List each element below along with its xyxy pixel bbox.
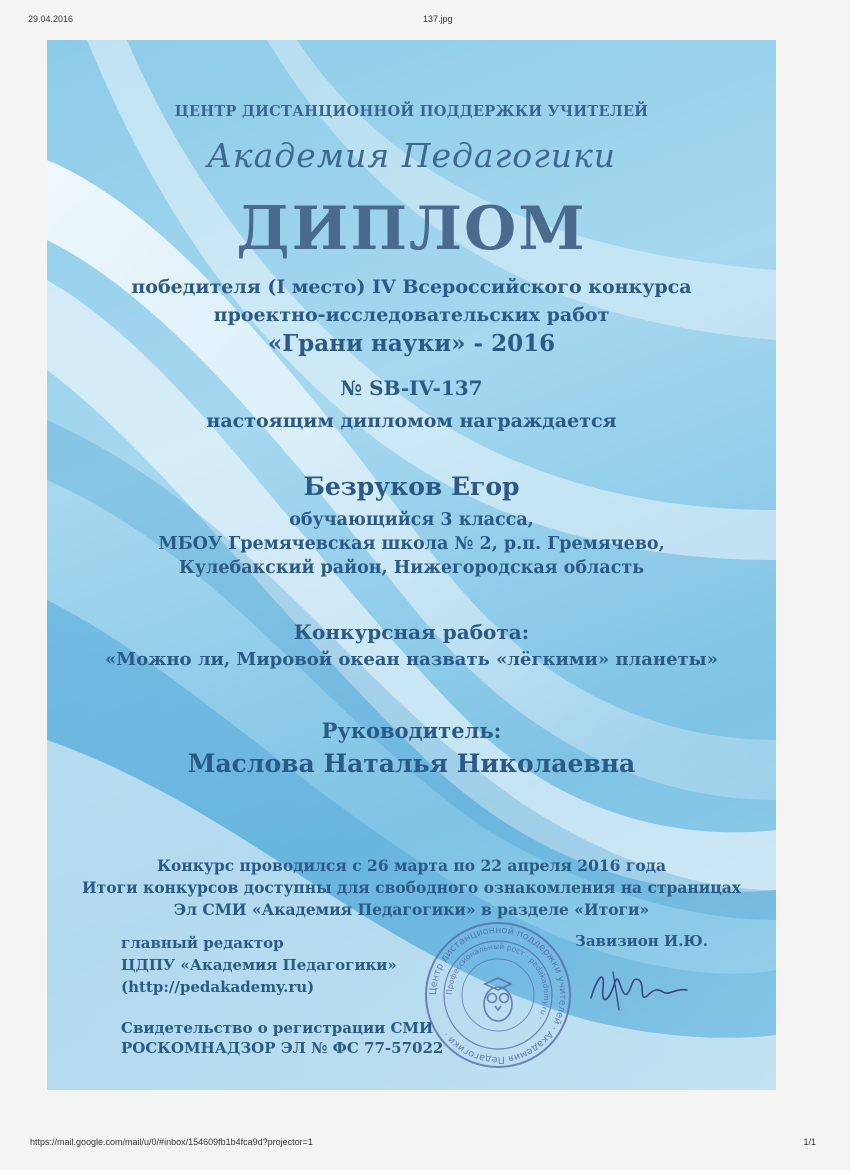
diploma-title: ДИПЛОМ [236,194,587,264]
results-info-1: Итоги конкурсов доступны для свободного ознакомления на страницах [82,878,741,897]
diploma-content [47,40,776,1090]
organization-name: ЦЕНТР ДИСТАНЦИОННОЙ ПОДДЕРЖКИ УЧИТЕЛЕЙ [174,103,649,120]
supervisor-name: Маслова Наталья Николаевна [187,749,636,778]
print-url: https://mail.google.com/mail/u/0/#inbox/154609fb1b4fca9d?projector=1 [30,1137,313,1147]
recipient-details-3: Кулебакский район, Нижегородская область [178,558,645,578]
brand-name: Академия Педагогики [206,136,617,175]
print-date: 29.04.2016 [28,14,74,24]
work-title: «Можно ли, Мировой океан назвать «лёгкими» планеты» [105,649,718,670]
subtitle-line-1: победителя (I место) IV Всероссийского конкурса [131,276,692,298]
registration-line-2: РОСКОМНАДЗОР ЭЛ № ФС 77-57022 [121,1039,444,1057]
editor-org: ЦДПУ «Академия Педагогики» [121,956,397,974]
registration-line-1: Свидетельство о регистрации СМИ [121,1019,434,1037]
diploma-certificate [47,40,776,1090]
diploma-number: № SB-IV-137 [340,376,483,400]
print-footer [0,1137,850,1161]
awarded-text: настоящим дипломом награждается [206,410,617,432]
recipient-name: Безруков Егор [303,472,520,501]
print-page-number: 1/1 [803,1137,816,1147]
owl-icon [484,978,512,1021]
subtitle-line-2: проектно-исследовательских работ [213,304,610,326]
stamp-outer-text: Центр дистанционной поддержки учителей · Академия Педагогики · [427,924,569,1066]
signer-name: Завизион И.Ю. [575,932,708,950]
registration-block [121,1018,443,1058]
editor-block [121,932,397,998]
official-stamp [423,920,573,1070]
print-filename: 137.jpg [423,14,453,24]
results-info-2: Эл СМИ «Академия Педагогики» в разделе «Итоги» [173,900,650,919]
supervisor-label: Руководитель: [321,718,502,743]
editor-site: (http://pedakademy.ru) [121,978,315,996]
contest-name: «Грани науки» - 2016 [267,330,556,357]
print-header [0,14,850,38]
recipient-details-1: обучающийся 3 класса, [289,510,534,530]
editor-role: главный редактор [121,934,284,952]
work-label: Конкурсная работа: [293,620,530,644]
recipient-details-2: МБОУ Гремячевская школа № 2, р.п. Гремячево, [158,534,665,554]
contest-dates: Конкурс проводился с 26 марта по 22 апреля 2016 года [156,856,667,875]
signature-image [583,958,693,1018]
stamp-inner-text: Профессиональный рост · pedakademy.ru · [444,941,552,1022]
